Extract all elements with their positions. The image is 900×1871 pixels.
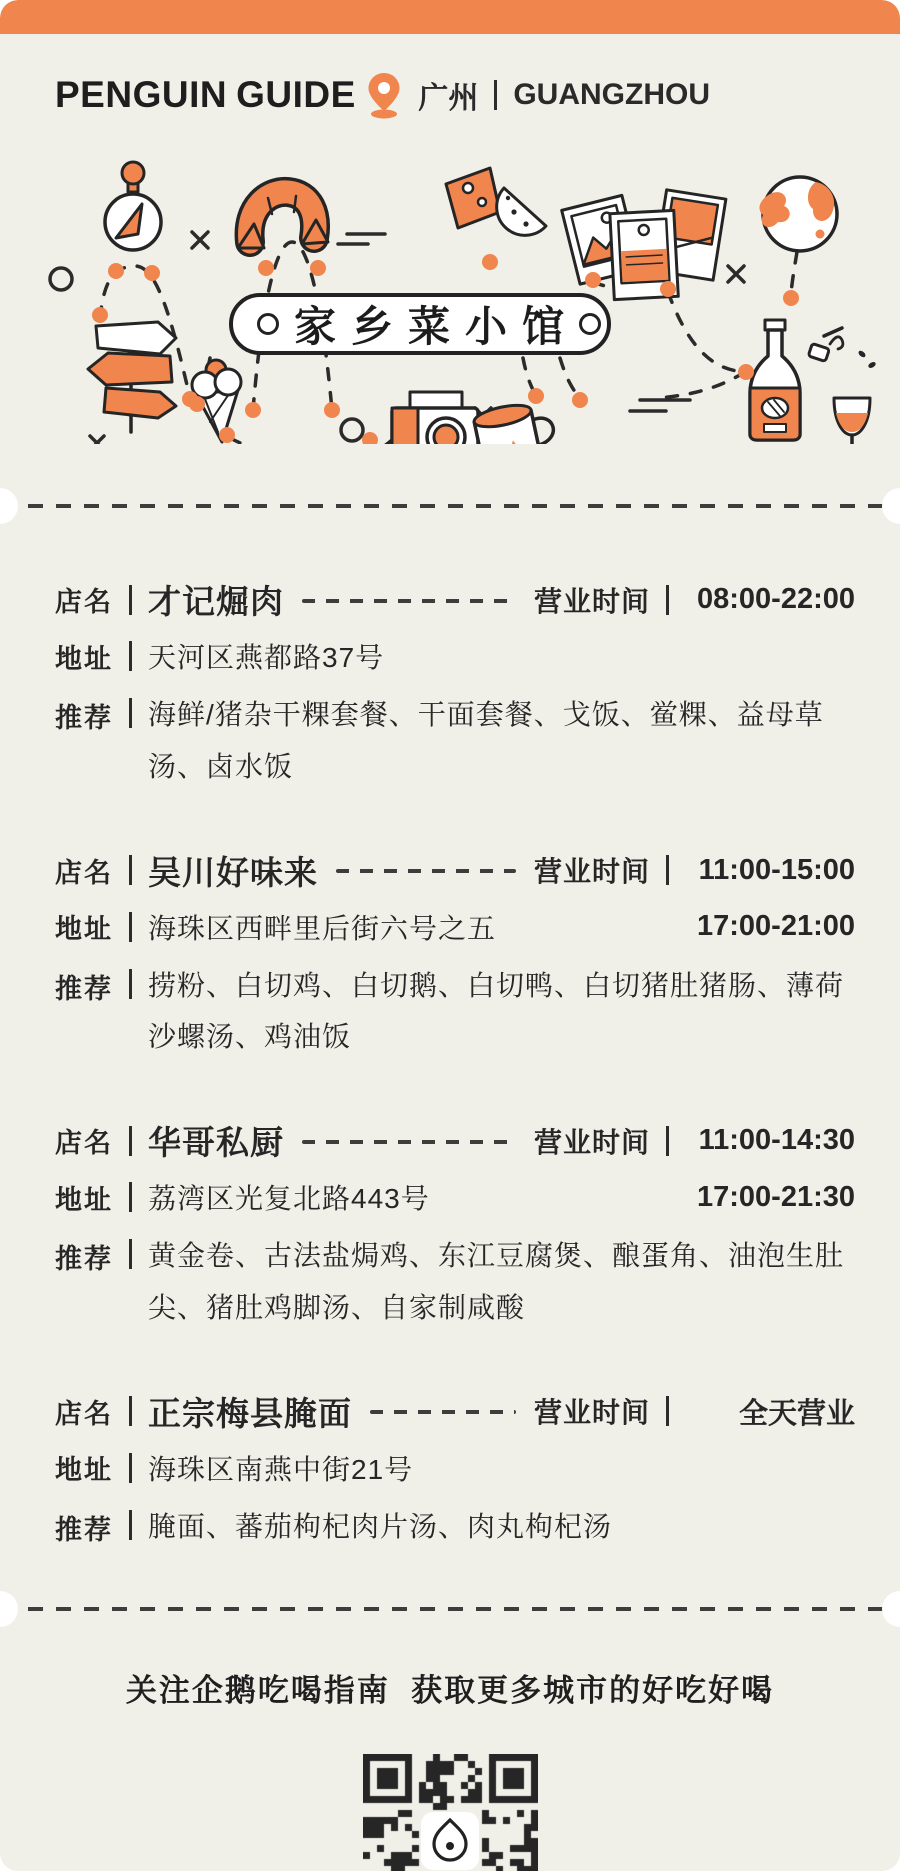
location-group	[366, 71, 710, 119]
ticket-notch-left	[0, 1591, 18, 1627]
dashed-leader	[336, 869, 516, 873]
name-row	[55, 576, 855, 623]
restaurant-entry	[55, 847, 855, 1064]
address-row	[55, 907, 855, 947]
hours-label: 营业时间	[533, 1126, 650, 1158]
address-row	[55, 1448, 855, 1488]
dashed-leader	[302, 1140, 516, 1144]
brand-primary: PENGUIN	[55, 74, 228, 115]
address-row	[55, 1177, 855, 1217]
address-label: 地址	[55, 914, 113, 945]
restaurant-name: 正宗梅县腌面	[148, 1394, 352, 1432]
hours-value: 08:00-22:00	[697, 583, 855, 615]
name-label: 店名	[55, 1398, 113, 1429]
title-badge	[229, 293, 611, 355]
address-value: 荔湾区光复北路443号	[148, 1183, 430, 1215]
mug-icon	[472, 397, 559, 444]
penguin-drop-icon	[428, 1816, 472, 1866]
qr-code	[363, 1754, 538, 1871]
hours-value: 全天营业	[738, 1397, 855, 1430]
hours-value: 11:00-15:00	[698, 853, 855, 886]
badge-title: 家乡菜小馆	[294, 303, 580, 350]
hours-label: 营业时间	[533, 856, 650, 888]
address-label: 地址	[55, 1184, 113, 1215]
name-row	[55, 847, 855, 894]
dashed-leader	[302, 599, 516, 603]
city-name-en: GUANGZHOU	[513, 78, 710, 111]
recommend-row	[55, 1501, 855, 1553]
dashed-leader	[370, 1410, 516, 1414]
hours-value: 11:00-14:30	[698, 1124, 855, 1157]
address-label: 地址	[55, 1455, 113, 1486]
restaurant-name: 才记煀肉	[148, 583, 284, 620]
qr-center-logo	[421, 1812, 479, 1870]
dashed-separator-bottom	[0, 1607, 900, 1611]
badge-dot-left	[257, 313, 279, 335]
recommend-value: 海鲜/猪杂干粿套餐、干面套餐、戈饭、鲎粿、益母草汤、卤水饭	[148, 699, 824, 782]
recommend-value: 黄金卷、古法盐焗鸡、东江豆腐煲、酿蛋角、油泡生肚尖、猪肚鸡脚汤、自家制咸酸	[148, 1240, 845, 1323]
compass-icon	[105, 162, 161, 250]
recommend-label: 推荐	[55, 1514, 113, 1545]
address-value: 海珠区西畔里后街六号之五	[148, 912, 497, 944]
name-label: 店名	[55, 1128, 113, 1159]
brand-secondary: GUIDE	[236, 74, 356, 115]
corkscrew-icon	[808, 328, 876, 369]
address-value: 海珠区南燕中街21号	[148, 1453, 414, 1485]
globe-icon	[759, 177, 837, 251]
recommend-value: 捞粉、白切鸡、白切鹅、白切鸭、白切猪肚猪肠、薄荷沙螺汤、鸡油饭	[148, 969, 845, 1053]
dashed-separator-top	[0, 504, 900, 508]
signpost-icon	[88, 322, 176, 432]
badge-dot-right	[579, 313, 601, 335]
hours-label: 营业时间	[533, 585, 650, 617]
hours-value-2: 17:00-21:30	[697, 1180, 855, 1213]
restaurant-name: 吴川好味来	[148, 853, 318, 891]
croissant-icon	[238, 192, 328, 248]
name-label: 店名	[55, 587, 113, 617]
top-accent-bar	[0, 0, 900, 34]
cheese-icon	[446, 168, 546, 235]
header	[0, 34, 900, 126]
footer	[0, 1665, 900, 1871]
recommend-row	[55, 689, 855, 793]
name-row	[55, 1117, 855, 1164]
restaurant-listings	[0, 508, 900, 1553]
ticket-notch-right	[882, 1591, 900, 1627]
restaurant-name: 华哥私厨	[148, 1124, 284, 1162]
recommend-label: 推荐	[55, 973, 113, 1004]
recommend-row	[55, 1230, 855, 1334]
name-label: 店名	[55, 857, 113, 888]
name-row	[55, 1388, 855, 1435]
address-label: 地址	[55, 643, 113, 674]
divider-bar	[494, 80, 497, 110]
address-value: 天河区燕都路37号	[148, 642, 385, 673]
travel-food-illustration	[0, 142, 900, 444]
restaurant-entry	[55, 576, 855, 793]
small-circle-icon	[50, 268, 72, 290]
address-row	[55, 636, 855, 676]
city-name-cn: 广州	[418, 82, 479, 115]
footer-caption: 关注企鹅吃喝指南 获取更多城市的好吃好喝	[125, 1672, 775, 1708]
recommend-label: 推荐	[55, 1244, 113, 1275]
location-pin-icon	[366, 71, 402, 119]
recommend-label: 推荐	[55, 703, 113, 733]
wine-glass-icon	[834, 398, 870, 444]
hours-value-2: 17:00-21:00	[697, 910, 855, 943]
hours-label: 营业时间	[533, 1397, 650, 1429]
restaurant-entry	[55, 1388, 855, 1553]
restaurant-entry	[55, 1117, 855, 1334]
brand-logo	[55, 74, 356, 116]
recommend-row	[55, 960, 855, 1064]
wine-bottle-icon	[750, 320, 800, 440]
recommend-value: 腌面、蕃茄枸杞肉片汤、肉丸枸杞汤	[148, 1510, 613, 1542]
small-circle-icon	[341, 419, 363, 441]
